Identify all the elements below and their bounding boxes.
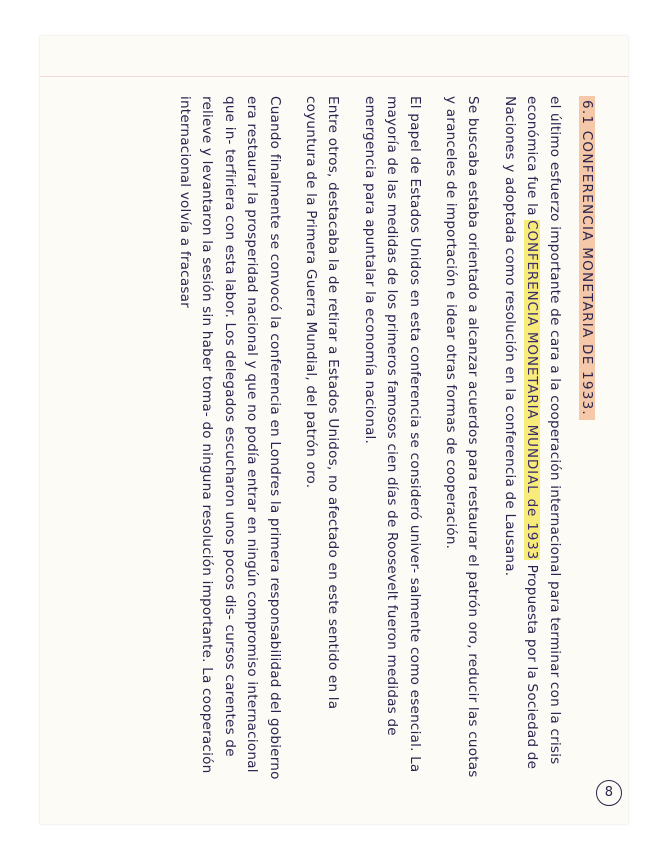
rotated-content	[40, 36, 628, 824]
section-heading	[576, 96, 598, 784]
highlighted-conference-name: CONFERENCIA MONETARIA MUNDIAL de 1933	[524, 220, 541, 561]
paragraph-3: El papel de Estados Unidos en esta conferencia se consideró univer- salmente como esencial. La mayoría de las medidas de los primeros famosos cien días de Roosevelt fueron medidas de emergencia para apuntalar la economía nacional.	[361, 96, 423, 773]
margin-line	[40, 76, 628, 77]
paragraph-2: Se buscaba estaba orientado a alcanzar acuerdos para restaurar el patrón oro, reducir las cuotas y aranceles de importación e idear otras formas de cooperación.	[442, 96, 482, 778]
paragraph-4: Entre otros, destacaba la de retirar a Estados Unidos, no afectado en este sentido en la coyuntura de la Primera Guerra Mundial, del patrón oro.	[302, 96, 342, 710]
notebook-page	[40, 36, 628, 824]
paragraph-1-before: el último esfuerzo importante de cara a la cooperación internacional para terminar con la crisis económica fue la	[524, 96, 563, 765]
page-number: 8	[596, 780, 622, 806]
section-heading-text: 6.1 CONFERENCIA MONETARIA DE 1933.	[579, 96, 595, 420]
paragraph-1-after: Propuesta por la Sociedad de Naciones y adoptada como resolución en la conferencia de Lausana.	[501, 96, 541, 770]
paragraph-5: Cuando finalmente se convocó la conferencia en Londres la primera responsabilidad del gobierno era restaurar la prosperidad nacional y que no podía entrar en ningún compromiso internacional que in- terfiriera con esta labor. Los delegados escucharon unos pocos dis- cursos carentes de relieve y levantaron la sesión sin haber toma- do ninguna resolución importante. La cooperación internacional volvía a fracasar	[176, 96, 283, 780]
paragraph-1	[498, 96, 565, 784]
